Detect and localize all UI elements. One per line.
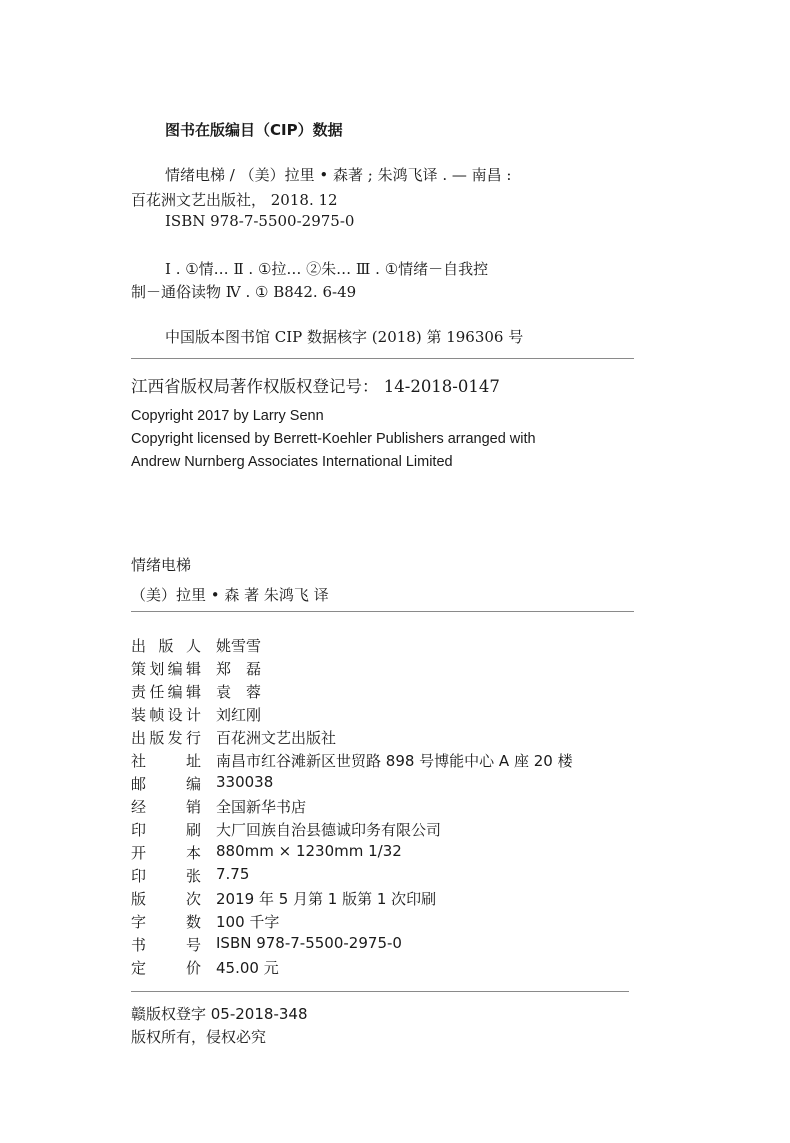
info-value: 7.75 <box>216 865 250 883</box>
info-label: 出 版 人 <box>131 637 201 655</box>
cip-line-classification: Ⅰ . ①情… Ⅱ . ①拉… ②朱… Ⅲ . ①情绪－自我控 <box>165 260 489 278</box>
book-title: 情绪电梯 <box>131 556 192 574</box>
info-value: 姚雪雪 <box>216 637 262 655</box>
copyright-registration: 江西省版权局著作权版权登记号： 14-2018-0147 <box>131 377 500 396</box>
info-value: 2019 年 5 月第 1 版第 1 次印刷 <box>216 890 437 908</box>
info-label: 责 任 编 辑 <box>131 683 201 701</box>
book-authors: （美）拉里 • 森 著 朱鸿飞 译 <box>131 586 329 604</box>
info-label: 社 址 <box>131 752 201 770</box>
cip-line-classification-cont: 制－通俗读物 Ⅳ . ① B842. 6-49 <box>131 283 357 301</box>
info-value: 袁 蓉 <box>216 683 262 701</box>
info-label: 经 销 <box>131 798 201 816</box>
info-label: 定 价 <box>131 959 201 977</box>
info-label: 印 刷 <box>131 821 201 839</box>
info-value: 45.00 元 <box>216 959 279 977</box>
rights-notice: 版权所有，侵权必究 <box>131 1028 267 1046</box>
info-label: 字 数 <box>131 913 201 931</box>
info-label: 印 张 <box>131 867 201 885</box>
info-label: 出 版 发 行 <box>131 729 201 747</box>
cip-line-publisher: 百花洲文艺出版社， 2018. 12 <box>131 191 338 209</box>
cip-line-title: 情绪电梯 / （美）拉里 • 森著 ; 朱鸿飞译 . — 南昌 : <box>165 166 512 184</box>
copyright-line: Andrew Nurnberg Associates International Limited <box>131 454 453 470</box>
divider <box>131 358 634 359</box>
info-value: 南昌市红谷滩新区世贸路 898 号博能中心 A 座 20 楼 <box>216 752 573 770</box>
info-label: 开 本 <box>131 844 201 862</box>
info-value: 100 千字 <box>216 913 280 931</box>
info-label: 策 划 编 辑 <box>131 660 201 678</box>
divider <box>131 991 629 992</box>
info-label: 版 次 <box>131 890 201 908</box>
info-label: 书 号 <box>131 936 201 954</box>
cip-line-isbn: ISBN 978-7-5500-2975-0 <box>165 212 355 230</box>
info-value: 大厂回族自治县德诚印务有限公司 <box>216 821 442 839</box>
info-value: 880mm × 1230mm 1/32 <box>216 842 402 860</box>
divider <box>131 611 634 612</box>
copyright-line: Copyright licensed by Berrett-Koehler Publishers arranged with <box>131 431 536 447</box>
info-value: ISBN 978-7-5500-2975-0 <box>216 934 402 952</box>
copyright-line: Copyright 2017 by Larry Senn <box>131 408 324 424</box>
publishing-registration: 赣版权登字 05-2018-348 <box>131 1005 308 1023</box>
info-label: 装 帧 设 计 <box>131 706 201 724</box>
info-label: 邮 编 <box>131 775 201 793</box>
info-value: 330038 <box>216 773 274 791</box>
info-value: 郑 磊 <box>216 660 262 678</box>
info-value: 全国新华书店 <box>216 798 307 816</box>
info-value: 百花洲文艺出版社 <box>216 729 337 747</box>
info-value: 刘红刚 <box>216 706 262 724</box>
cip-line-data-number: 中国版本图书馆 CIP 数据核字 (2018) 第 196306 号 <box>165 328 524 346</box>
cip-heading: 图书在版编目（CIP）数据 <box>165 121 343 139</box>
